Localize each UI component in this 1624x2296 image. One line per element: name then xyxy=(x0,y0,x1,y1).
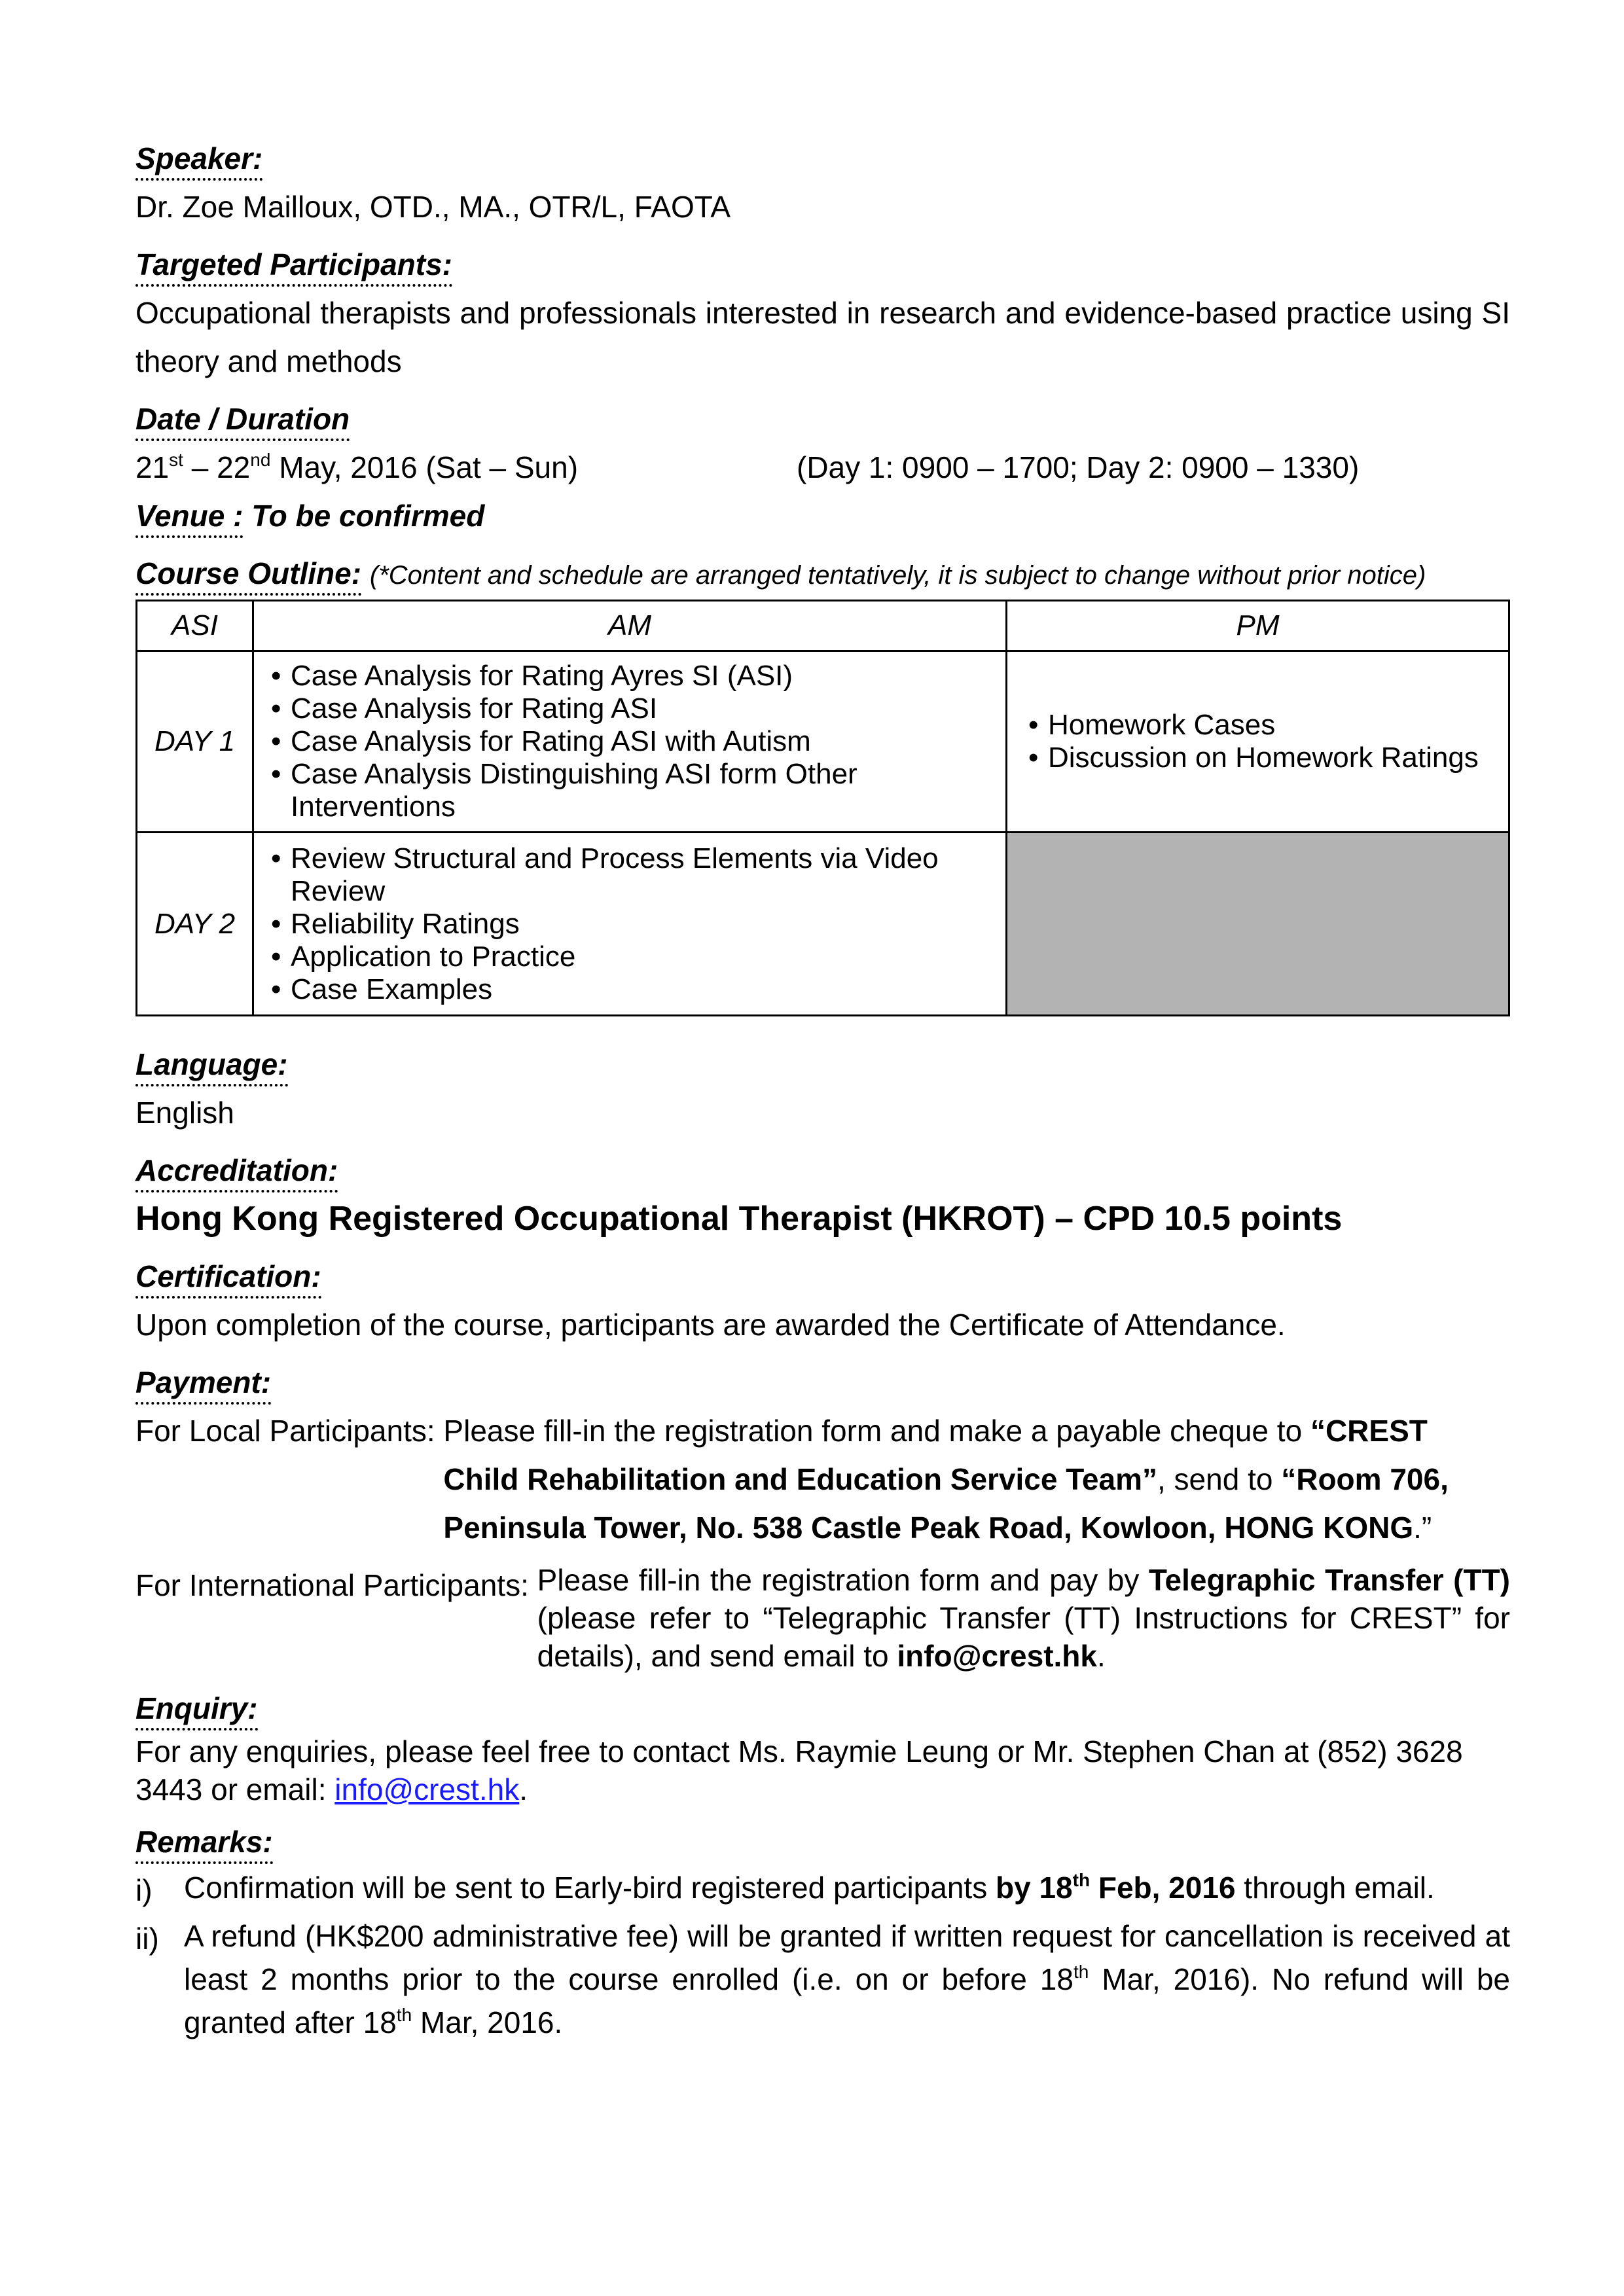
day2-label: DAY 2 xyxy=(137,833,253,1016)
participants-heading: Targeted Participants: xyxy=(135,245,452,287)
list-item: • Case Analysis for Rating ASI xyxy=(263,692,996,725)
certification-section xyxy=(135,1252,1510,1349)
header-pm: PM xyxy=(1007,601,1509,651)
payment-intl-label: For International Participants: xyxy=(135,1568,537,1602)
venue-value: To be confirmed xyxy=(243,499,485,533)
speaker-name: Dr. Zoe Mailloux, OTD., MA., OTR/L, FAOTA xyxy=(135,190,731,224)
payment-heading: Payment: xyxy=(135,1363,271,1405)
remarks-section xyxy=(135,1818,1510,2044)
venue-label: Venue : xyxy=(135,496,243,538)
date-times: (Day 1: 0900 – 1700; Day 2: 0900 – 1330) xyxy=(797,450,1360,484)
enquiry-heading: Enquiry: xyxy=(135,1689,258,1731)
enquiry-text: For any enquiries, please feel free to contact Ms. Raymie Leung or Mr. Stephen Chan at (852) 3628 3443 or email: info@crest.hk. xyxy=(135,1734,1463,1806)
list-item: • Case Examples xyxy=(263,973,996,1006)
list-item: • Case Analysis for Rating Ayres SI (ASI) xyxy=(263,660,996,692)
list-item: • Homework Cases xyxy=(1020,709,1495,742)
language-heading: Language: xyxy=(135,1045,288,1086)
day2-pm-empty xyxy=(1007,833,1509,1016)
payment-section xyxy=(135,1358,1510,1675)
list-item: • Application to Practice xyxy=(263,941,996,973)
table-header-row xyxy=(137,601,1509,651)
course-heading: Course Outline: xyxy=(135,554,361,596)
date-heading: Date / Duration xyxy=(135,399,350,441)
course-table xyxy=(135,600,1510,1016)
date-row xyxy=(135,443,1510,492)
accreditation-value: Hong Kong Registered Occupational Therapist (HKROT) – CPD 10.5 points xyxy=(135,1200,1343,1238)
enquiry-section xyxy=(135,1684,1510,1808)
remarks-list xyxy=(135,1866,1510,2044)
table-row-day2 xyxy=(137,833,1509,1016)
payment-local xyxy=(135,1407,1510,1552)
course-note: (*Content and schedule are arranged tentatively, it is subject to change without prior notice) xyxy=(369,561,1426,590)
date-section xyxy=(135,395,1510,540)
list-item: • Case Analysis Distinguishing ASI form Other Interventions xyxy=(263,758,996,823)
payment-local-text: Please fill-in the registration form and make a payable cheque to “CREST Child Rehabilitation and Education Service Team”, send to “Room 706, Peninsula Tower, No. 538 Castle Peak Road, Kowloon, HONG KONG.” xyxy=(443,1414,1449,1545)
list-item: • Discussion on Homework Ratings xyxy=(1020,742,1495,774)
day1-pm xyxy=(1007,651,1509,833)
payment-local-label: For Local Participants: xyxy=(135,1414,444,1448)
date-range: 21st – 22nd May, 2016 (Sat – Sun) xyxy=(135,450,579,484)
speaker-section xyxy=(135,134,1510,231)
document-body xyxy=(135,134,1510,2044)
day2-am xyxy=(253,833,1007,1016)
list-item: i) Confirmation will be sent to Early-bird registered participants by 18th Feb, 2016 through email. xyxy=(135,1870,1435,1907)
payment-intl xyxy=(135,1561,1510,1675)
header-asi: ASI xyxy=(137,601,253,651)
accreditation-heading: Accreditation: xyxy=(135,1151,338,1193)
list-item: • Review Structural and Process Elements via Video Review xyxy=(263,842,996,908)
certification-value: Upon completion of the course, participants are awarded the Certificate of Attendance. xyxy=(135,1308,1286,1342)
list-item: • Reliability Ratings xyxy=(263,908,996,941)
remarks-heading: Remarks: xyxy=(135,1822,273,1864)
enquiry-email-link[interactable]: info@crest.hk xyxy=(334,1772,520,1806)
accreditation-section xyxy=(135,1146,1510,1243)
header-am: AM xyxy=(253,601,1007,651)
payment-intl-text: Please fill-in the registration form and pay by Telegraphic Transfer (TT) (please refer to “Telegraphic Transfer (TT) Instructions for CREST” for details), and send email to info@crest.hk. xyxy=(537,1563,1510,1673)
table-row-day1 xyxy=(137,651,1509,833)
participants-section xyxy=(135,240,1510,386)
language-section xyxy=(135,1040,1510,1137)
day1-label: DAY 1 xyxy=(137,651,253,833)
certification-heading: Certification: xyxy=(135,1257,321,1299)
speaker-heading: Speaker: xyxy=(135,139,262,181)
list-item: ii) A refund (HK$200 administrative fee) will be granted if written request for cancellation is received at least 2 months prior to the course enrolled (i.e. on or before 18th Mar, 2016). No refund will be granted after 18th Mar, 2016. xyxy=(135,1919,1510,2039)
day1-am xyxy=(253,651,1007,833)
course-section xyxy=(135,549,1510,1016)
list-item: • Case Analysis for Rating ASI with Autism xyxy=(263,725,996,758)
venue-line xyxy=(135,492,1510,540)
language-value: English xyxy=(135,1096,234,1130)
participants-text: Occupational therapists and professionals interested in research and evidence-based practice using SI theory and methods xyxy=(135,296,1510,378)
